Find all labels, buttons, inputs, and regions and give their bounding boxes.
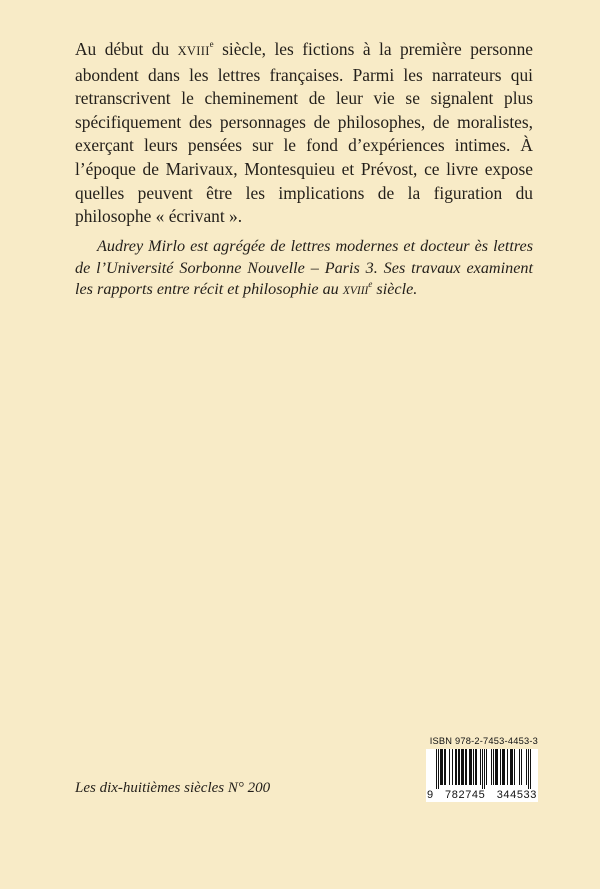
barcode-bar [463,749,464,785]
barcode-bar [526,749,527,785]
barcode-bar [459,749,460,785]
barcode-bar [442,749,443,785]
barcode-bar [456,749,457,785]
barcode-bar [514,749,515,785]
barcode-bar [491,749,492,785]
barcode-bar [480,749,481,785]
barcode-bar [471,749,472,785]
barcode-bar [444,749,445,785]
barcode-bar [465,749,466,785]
barcode-bar [510,749,511,785]
barcode-bar [486,749,487,785]
isbn-label: ISBN 978-2-7453-4453-3 [429,736,538,746]
barcode-bar [482,749,483,789]
barcode-bar [512,749,513,785]
barcode-digit-group-left: 782745 [445,789,486,801]
barcode-bar [436,749,437,789]
barcode-bar [470,749,471,785]
barcode-bar [469,749,470,785]
bio-text-end: siècle. [372,280,418,299]
barcode-bar [445,749,446,785]
isbn-block [426,735,538,802]
barcode-bar [493,749,494,785]
barcode-bar [521,749,522,785]
century-superscript: e [209,39,214,50]
barcode-bar [503,749,504,785]
barcode-bar [475,749,476,785]
barcode-bar [500,749,501,785]
barcode-bar [511,749,512,785]
barcode-bar [530,749,531,789]
barcode-bar [449,749,450,785]
barcode-bar [497,749,498,785]
barcode-bar [473,749,474,785]
barcode-bar [528,749,529,789]
barcode-bar [495,749,496,785]
barcode-bar [519,749,520,785]
barcode-bar [507,749,508,785]
barcode-bar [462,749,463,785]
barcode-bar [496,749,497,785]
author-bio [75,236,533,303]
barcode-bar [466,749,467,785]
barcode-digit-first: 9 [427,789,434,801]
summary-text-rest: siècle, les fictions à la première personne abondent dans les lettres françaises. Parmi les narrateurs qui retranscrivent le cheminement de leur vie se signalent plus spécifiquement des personnages de philosophes, de moralistes, exerçant leurs pensées sur le fond d’expériences intimes. À l’époque de Marivaux, Montesquieu et Prévost, ce livre expose quelles peuvent être les implications de la figuration du philosophe « écrivant ». [75,39,533,227]
barcode-bar [458,749,459,785]
bio-century-superscript: e [368,278,373,289]
barcode-bar [455,749,456,785]
barcode-bar [504,749,505,785]
barcode-bar [440,749,441,785]
barcode-bar [461,749,462,785]
summary-text-start: Au début du [75,39,178,59]
barcode [426,749,538,789]
barcode-digits [426,789,538,802]
barcode-bar [441,749,442,785]
barcode-bar [476,749,477,785]
barcode-bar [452,749,453,785]
summary-paragraph [75,38,533,229]
series-title: Les dix-huitièmes siècles N° 200 [75,780,271,796]
century-numeral: XVIII [177,44,210,58]
barcode-bar [484,749,485,789]
bio-century-numeral: XVIII [342,285,369,298]
barcode-digit-group-right: 344533 [496,789,537,801]
barcode-bar [502,749,503,785]
bio-text-start: Audrey Mirlo est agrégée de lettres modernes et docteur ès lettres de l’Université Sorbonne Nouvelle – Paris 3. Ses travaux examinent les rapports entre récit et philosophie au [75,237,533,299]
barcode-bar [438,749,439,789]
